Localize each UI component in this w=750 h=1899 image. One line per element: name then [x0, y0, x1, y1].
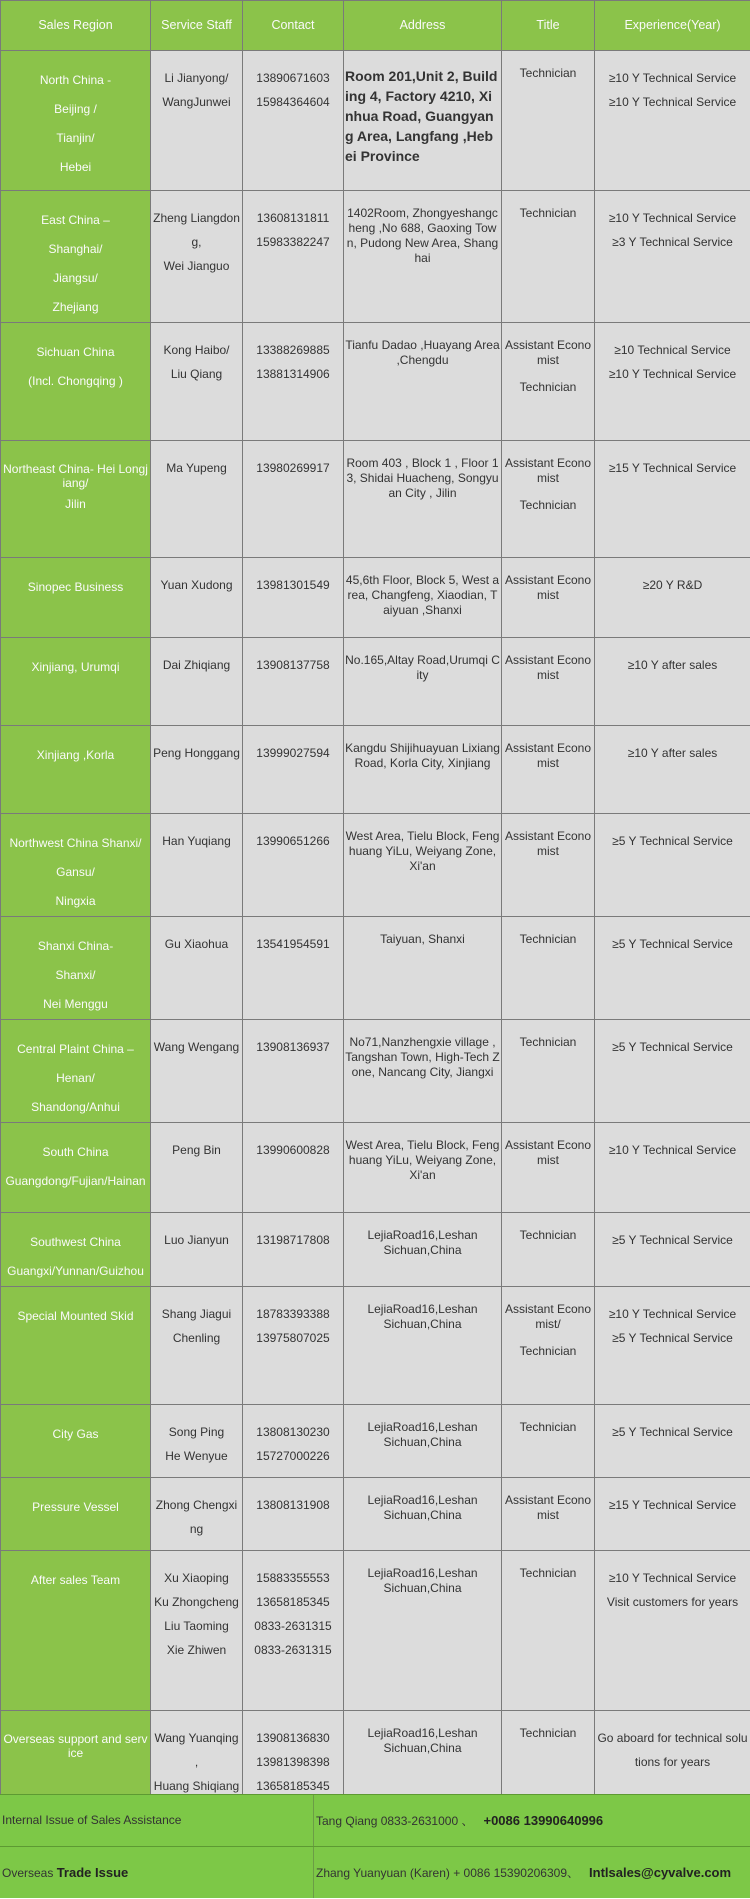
table-row — [1, 323, 750, 441]
staff-line: Peng Honggang — [151, 741, 242, 765]
table-row — [1, 1478, 750, 1551]
title-cell — [502, 1123, 595, 1213]
contact-line: 13990600828 — [243, 1138, 343, 1162]
staff-line: Gu Xiaohua — [151, 932, 242, 956]
contact-line: 13658185345 — [243, 1774, 343, 1798]
experience-line: Visit customers for years — [595, 1590, 750, 1614]
region-line: Northeast China- Hei Longjiang/ — [1, 456, 150, 490]
overseas-issue-contact — [316, 1847, 731, 1898]
experience-line: Go aboard for technical solutions for years — [595, 1726, 750, 1774]
contact-cell — [243, 191, 344, 323]
address-line: LejiaRoad16,Leshan — [344, 1420, 501, 1435]
header-address: Address — [344, 1, 502, 51]
header-experience: Experience(Year) — [595, 1, 750, 51]
region-cell — [1, 638, 151, 726]
address-cell — [344, 1287, 502, 1405]
address-line: LejiaRoad16,Leshan — [344, 1726, 501, 1741]
experience-line: ≥10 Y after sales — [595, 741, 750, 765]
address-cell — [344, 917, 502, 1020]
experience-line: ≥5 Y Technical Service — [595, 1420, 750, 1444]
table-row — [1, 814, 750, 917]
table-row — [1, 1405, 750, 1478]
region-line: Overseas support and service — [1, 1726, 150, 1760]
title-cell — [502, 917, 595, 1020]
contact-line: 0833-2631315 — [243, 1614, 343, 1638]
internal-contact-phone: +0086 13990640996 — [483, 1813, 603, 1828]
address-line: LejiaRoad16,Leshan — [344, 1493, 501, 1508]
experience-line: ≥10 Technical Service — [595, 338, 750, 362]
title-line: Technician — [502, 1228, 594, 1255]
staff-line: Huang Shiqiang — [151, 1774, 242, 1822]
staff-line: He Wenyue — [151, 1444, 242, 1468]
table-row — [1, 638, 750, 726]
address-line: LejiaRoad16,Leshan — [344, 1228, 501, 1243]
staff-line: Yuan Xudong — [151, 573, 242, 597]
region-line: Hebei — [1, 153, 150, 182]
address-line: Room 403 , Block 1 , Floor 13, Shidai Huacheng, Songyuan City , Jilin — [344, 456, 501, 501]
region-line: Tianjin/ — [1, 124, 150, 153]
region-line: Sichuan China — [1, 338, 150, 367]
staff-line: Wang Yuanqing , — [151, 1726, 242, 1774]
region-line: Guangdong/Fujian/Hainan — [1, 1167, 150, 1196]
region-line: Zhejiang — [1, 293, 150, 322]
region-line: Gansu/ — [1, 858, 150, 887]
contact-line: 13388269885 — [243, 338, 343, 362]
contact-line: 13608131811 — [243, 206, 343, 230]
contact-line: 13999027594 — [243, 741, 343, 765]
staff-cell — [151, 1551, 243, 1711]
table-row — [1, 1213, 750, 1287]
region-line: Sinopec Business — [1, 573, 150, 602]
experience-line: ≥10 Y Technical Service — [595, 1138, 750, 1162]
region-line: Special Mounted Skid — [1, 1302, 150, 1331]
contact-cell — [243, 1287, 344, 1405]
table-row — [1, 558, 750, 638]
title-cell — [502, 1405, 595, 1478]
contact-line: 13658185345 — [243, 1590, 343, 1614]
region-line: After sales Team — [1, 1566, 150, 1595]
experience-cell — [595, 441, 750, 558]
contact-line: 15727000226 — [243, 1444, 343, 1468]
region-line: Guangxi/Yunnan/Guizhou — [1, 1257, 150, 1286]
staff-cell — [151, 726, 243, 814]
experience-line: ≥10 Y Technical Service — [595, 66, 750, 90]
staff-line: Peng Bin — [151, 1138, 242, 1162]
footer-internal-issue — [0, 1794, 750, 1846]
contact-line: 15983382247 — [243, 230, 343, 254]
title-line: Technician — [502, 66, 594, 93]
experience-cell — [595, 814, 750, 917]
region-cell — [1, 191, 151, 323]
title-cell — [502, 1213, 595, 1287]
staff-line: Ku Zhongcheng — [151, 1590, 242, 1614]
region-cell — [1, 51, 151, 191]
staff-cell — [151, 51, 243, 191]
experience-cell — [595, 323, 750, 441]
region-line: Henan/ — [1, 1064, 150, 1093]
title-line: Technician — [502, 932, 594, 959]
address-line: Kangdu Shijihuayuan Lixiang Road, Korla City, Xinjiang — [344, 741, 501, 771]
experience-cell — [595, 1405, 750, 1478]
staff-line: Chenling — [151, 1326, 242, 1350]
staff-line: Shang Jiagui — [151, 1302, 242, 1326]
region-cell — [1, 323, 151, 441]
contact-cell — [243, 814, 344, 917]
staff-line: Wei Jianguo — [151, 254, 242, 278]
region-line: (Incl. Chongqing ) — [1, 367, 150, 396]
contact-cell — [243, 1405, 344, 1478]
experience-line: ≥10 Y Technical Service — [595, 90, 750, 114]
address-cell — [344, 558, 502, 638]
title-line: Assistant Economist — [502, 456, 594, 498]
staff-line: Kong Haibo/ — [151, 338, 242, 362]
staff-cell — [151, 191, 243, 323]
region-line: North China - — [1, 66, 150, 95]
staff-line: Dai Zhiqiang — [151, 653, 242, 677]
overseas-label-prefix: Overseas — [2, 1866, 53, 1880]
contact-cell — [243, 558, 344, 638]
contact-line: 0833-2631315 — [243, 1638, 343, 1662]
contact-cell — [243, 1123, 344, 1213]
region-line: South China — [1, 1138, 150, 1167]
experience-cell — [595, 558, 750, 638]
region-cell — [1, 1405, 151, 1478]
experience-line: ≥20 Y R&D — [595, 573, 750, 597]
table-row — [1, 917, 750, 1020]
address-cell — [344, 323, 502, 441]
region-cell — [1, 1287, 151, 1405]
contact-line: 13908137758 — [243, 653, 343, 677]
address-line: Sichuan,China — [344, 1435, 501, 1450]
experience-cell — [595, 1020, 750, 1123]
region-line: Jiangsu/ — [1, 264, 150, 293]
address-line: Sichuan,China — [344, 1317, 501, 1332]
region-cell — [1, 1020, 151, 1123]
address-line: 45,6th Floor, Block 5, West area, Changfeng, Xiaodian, Taiyuan ,Shanxi — [344, 573, 501, 618]
address-line: Sichuan,China — [344, 1581, 501, 1596]
contact-line: 13975807025 — [243, 1326, 343, 1350]
experience-line: ≥5 Y Technical Service — [595, 1035, 750, 1059]
title-cell — [502, 1478, 595, 1551]
title-cell — [502, 558, 595, 638]
region-line: Pressure Vessel — [1, 1493, 150, 1522]
header-row — [1, 1, 750, 51]
title-cell — [502, 1287, 595, 1405]
staff-cell — [151, 558, 243, 638]
title-cell — [502, 441, 595, 558]
staff-line: Zheng Liangdong, — [151, 206, 242, 254]
header-title: Title — [502, 1, 595, 51]
address-cell — [344, 1478, 502, 1551]
address-line: No71,Nanzhengxie village , Tangshan Town, High-Tech Zone, Nancang City, Jiangxi — [344, 1035, 501, 1080]
footer-divider — [313, 1795, 314, 1846]
title-line: Technician — [502, 206, 594, 233]
internal-issue-contact — [316, 1795, 603, 1846]
region-line: Xinjiang, Urumqi — [1, 653, 150, 682]
title-cell — [502, 1020, 595, 1123]
staff-cell — [151, 1478, 243, 1551]
title-line: Assistant Economist — [502, 1138, 594, 1180]
header-sales-region: Sales Region — [1, 1, 151, 51]
staff-line: Ma Yupeng — [151, 456, 242, 480]
experience-line: ≥15 Y Technical Service — [595, 1493, 750, 1517]
title-line: Technician — [502, 380, 594, 407]
table-row — [1, 726, 750, 814]
footer-overseas-trade — [0, 1846, 750, 1898]
experience-cell — [595, 51, 750, 191]
title-line: Assistant Economist/ — [502, 1302, 594, 1344]
overseas-contact-email[interactable]: Intlsales@cyvalve.com — [589, 1865, 731, 1880]
region-cell — [1, 1551, 151, 1711]
address-line: LejiaRoad16,Leshan — [344, 1302, 501, 1317]
title-line: Assistant Economist — [502, 338, 594, 380]
region-cell — [1, 1123, 151, 1213]
title-line: Technician — [502, 1420, 594, 1447]
title-cell — [502, 323, 595, 441]
staff-cell — [151, 917, 243, 1020]
staff-cell — [151, 1020, 243, 1123]
contact-line: 13881314906 — [243, 362, 343, 386]
contact-cell — [243, 1551, 344, 1711]
contact-cell — [243, 726, 344, 814]
address-cell — [344, 1213, 502, 1287]
region-cell — [1, 1478, 151, 1551]
experience-line: ≥5 Y Technical Service — [595, 829, 750, 853]
contact-line: 13808131908 — [243, 1493, 343, 1517]
experience-line: ≥10 Y after sales — [595, 653, 750, 677]
region-cell — [1, 726, 151, 814]
title-cell — [502, 51, 595, 191]
region-line: Shanghai/ — [1, 235, 150, 264]
region-cell — [1, 441, 151, 558]
title-line: Technician — [502, 1035, 594, 1062]
experience-line: ≥15 Y Technical Service — [595, 456, 750, 480]
staff-line: WangJunwei — [151, 90, 242, 114]
address-cell — [344, 441, 502, 558]
address-line: West Area, Tielu Block, Fenghuang YiLu, Weiyang Zone, Xi'an — [344, 829, 501, 874]
staff-line: Han Yuqiang — [151, 829, 242, 853]
contact-line: 15883355553 — [243, 1566, 343, 1590]
staff-cell — [151, 814, 243, 917]
staff-cell — [151, 441, 243, 558]
region-line: Xinjiang ,Korla — [1, 741, 150, 770]
region-line: City Gas — [1, 1420, 150, 1449]
staff-line: Wang Wengang — [151, 1035, 242, 1059]
table-row — [1, 1551, 750, 1711]
contact-cell — [243, 917, 344, 1020]
experience-cell — [595, 638, 750, 726]
address-line: Sichuan,China — [344, 1243, 501, 1258]
internal-issue-label: Internal Issue of Sales Assistance — [2, 1795, 312, 1846]
title-cell — [502, 726, 595, 814]
address-line: Sichuan,China — [344, 1508, 501, 1523]
experience-cell — [595, 726, 750, 814]
experience-cell — [595, 1551, 750, 1711]
experience-line: ≥10 Y Technical Service — [595, 1566, 750, 1590]
experience-cell — [595, 191, 750, 323]
experience-line: ≥5 Y Technical Service — [595, 1326, 750, 1350]
contact-line: 18783393388 — [243, 1302, 343, 1326]
staff-line: Liu Qiang — [151, 362, 242, 386]
address-cell — [344, 1020, 502, 1123]
address-line: Tianfu Dadao ,Huayang Area ,Chengdu — [344, 338, 501, 368]
address-line: LejiaRoad16,Leshan — [344, 1566, 501, 1581]
region-line: Shanxi China- — [1, 932, 150, 961]
title-line: Technician — [502, 1344, 594, 1371]
contact-line: 13908136937 — [243, 1035, 343, 1059]
contact-line: 13198717808 — [243, 1228, 343, 1252]
contact-line: 13981301549 — [243, 573, 343, 597]
staff-line: Liu Taoming — [151, 1614, 242, 1638]
region-line: East China – — [1, 206, 150, 235]
experience-line: ≥10 Y Technical Service — [595, 362, 750, 386]
experience-cell — [595, 1123, 750, 1213]
region-line: Northwest China Shanxi/ — [1, 829, 150, 858]
address-line: 1402Room, Zhongyeshangcheng ,No 688, Gaoxing Town, Pudong New Area, Shanghai — [344, 206, 501, 266]
region-line: Southwest China — [1, 1228, 150, 1257]
contact-line: 13980269917 — [243, 456, 343, 480]
title-line: Assistant Economist — [502, 1493, 594, 1535]
region-line: Jilin — [1, 490, 150, 519]
staff-line: Li Jianyong/ — [151, 66, 242, 90]
overseas-issue-label — [2, 1847, 312, 1898]
title-cell — [502, 814, 595, 917]
address-cell — [344, 1405, 502, 1478]
table-row — [1, 51, 750, 191]
contact-line: 13908136830 — [243, 1726, 343, 1750]
address-line: Taiyuan, Shanxi — [344, 932, 501, 947]
contact-cell — [243, 638, 344, 726]
address-line: Room 201,Unit 2, Building 4, Factory 4210, Xinhua Road, Guangyang Area, Langfang ,Hebei Province — [344, 66, 501, 166]
staff-line: Xie Zhiwen — [151, 1638, 242, 1662]
staff-line: Luo Jianyun — [151, 1228, 242, 1252]
contact-cell — [243, 1020, 344, 1123]
experience-line: ≥3 Y Technical Service — [595, 230, 750, 254]
title-line: Technician — [502, 498, 594, 525]
contact-cell — [243, 441, 344, 558]
header-contact: Contact — [243, 1, 344, 51]
title-line: Assistant Economist — [502, 573, 594, 615]
address-cell — [344, 726, 502, 814]
title-line: Technician — [502, 1726, 594, 1753]
region-line: Beijing / — [1, 95, 150, 124]
title-line: Assistant Economist — [502, 653, 594, 695]
region-line: Nei Menggu — [1, 990, 150, 1019]
contact-line: 13541954591 — [243, 932, 343, 956]
region-line: Shandong/Anhui — [1, 1093, 150, 1122]
address-cell — [344, 51, 502, 191]
address-cell — [344, 638, 502, 726]
region-line: Shanxi/ — [1, 961, 150, 990]
table-row — [1, 1123, 750, 1213]
title-cell — [502, 638, 595, 726]
region-cell — [1, 558, 151, 638]
staff-cell — [151, 1405, 243, 1478]
experience-cell — [595, 1478, 750, 1551]
region-cell — [1, 917, 151, 1020]
title-cell — [502, 1551, 595, 1711]
staff-cell — [151, 323, 243, 441]
table-row — [1, 1020, 750, 1123]
header-service-staff: Service Staff — [151, 1, 243, 51]
experience-line: ≥5 Y Technical Service — [595, 1228, 750, 1252]
table-row — [1, 191, 750, 323]
contact-line: 13990651266 — [243, 829, 343, 853]
staff-line: Song Ping — [151, 1420, 242, 1444]
experience-cell — [595, 917, 750, 1020]
contact-line: 15984364604 — [243, 90, 343, 114]
experience-line: ≥10 Y Technical Service — [595, 1302, 750, 1326]
title-line: Assistant Economist — [502, 829, 594, 871]
address-cell — [344, 814, 502, 917]
address-line: Sichuan,China — [344, 1741, 501, 1756]
experience-line: ≥5 Y Technical Service — [595, 932, 750, 956]
contact-line: 13890671603 — [243, 66, 343, 90]
region-cell — [1, 1213, 151, 1287]
staff-line: Xu Xiaoping — [151, 1566, 242, 1590]
address-line: No.165,Altay Road,Urumqi City — [344, 653, 501, 683]
address-cell — [344, 1123, 502, 1213]
footer-divider — [313, 1847, 314, 1898]
staff-cell — [151, 638, 243, 726]
contact-line: 13981398398 — [243, 1750, 343, 1774]
region-cell — [1, 814, 151, 917]
contact-cell — [243, 323, 344, 441]
staff-cell — [151, 1123, 243, 1213]
staff-cell — [151, 1213, 243, 1287]
address-line: West Area, Tielu Block, Fenghuang YiLu, Weiyang Zone, Xi'an — [344, 1138, 501, 1183]
contact-line: 13808130230 — [243, 1420, 343, 1444]
address-cell — [344, 1551, 502, 1711]
contact-cell — [243, 1213, 344, 1287]
region-line: Central Plaint China – — [1, 1035, 150, 1064]
experience-cell — [595, 1287, 750, 1405]
internal-contact-name: Tang Qiang 0833-2631000 、 — [316, 1814, 473, 1828]
table-row — [1, 441, 750, 558]
staff-cell — [151, 1287, 243, 1405]
contact-cell — [243, 1478, 344, 1551]
table-row — [1, 1287, 750, 1405]
experience-line: ≥10 Y Technical Service — [595, 206, 750, 230]
experience-cell — [595, 1213, 750, 1287]
region-line: Ningxia — [1, 887, 150, 916]
contact-cell — [243, 51, 344, 191]
title-cell — [502, 191, 595, 323]
overseas-contact-name: Zhang Yuanyuan (Karen) + 0086 15390206309、 — [316, 1866, 579, 1880]
title-line: Assistant Economist — [502, 741, 594, 783]
overseas-label-strong: Trade Issue — [57, 1865, 129, 1880]
staff-line: Zhong Chengxing — [151, 1493, 242, 1541]
title-line: Technician — [502, 1566, 594, 1593]
address-cell — [344, 191, 502, 323]
